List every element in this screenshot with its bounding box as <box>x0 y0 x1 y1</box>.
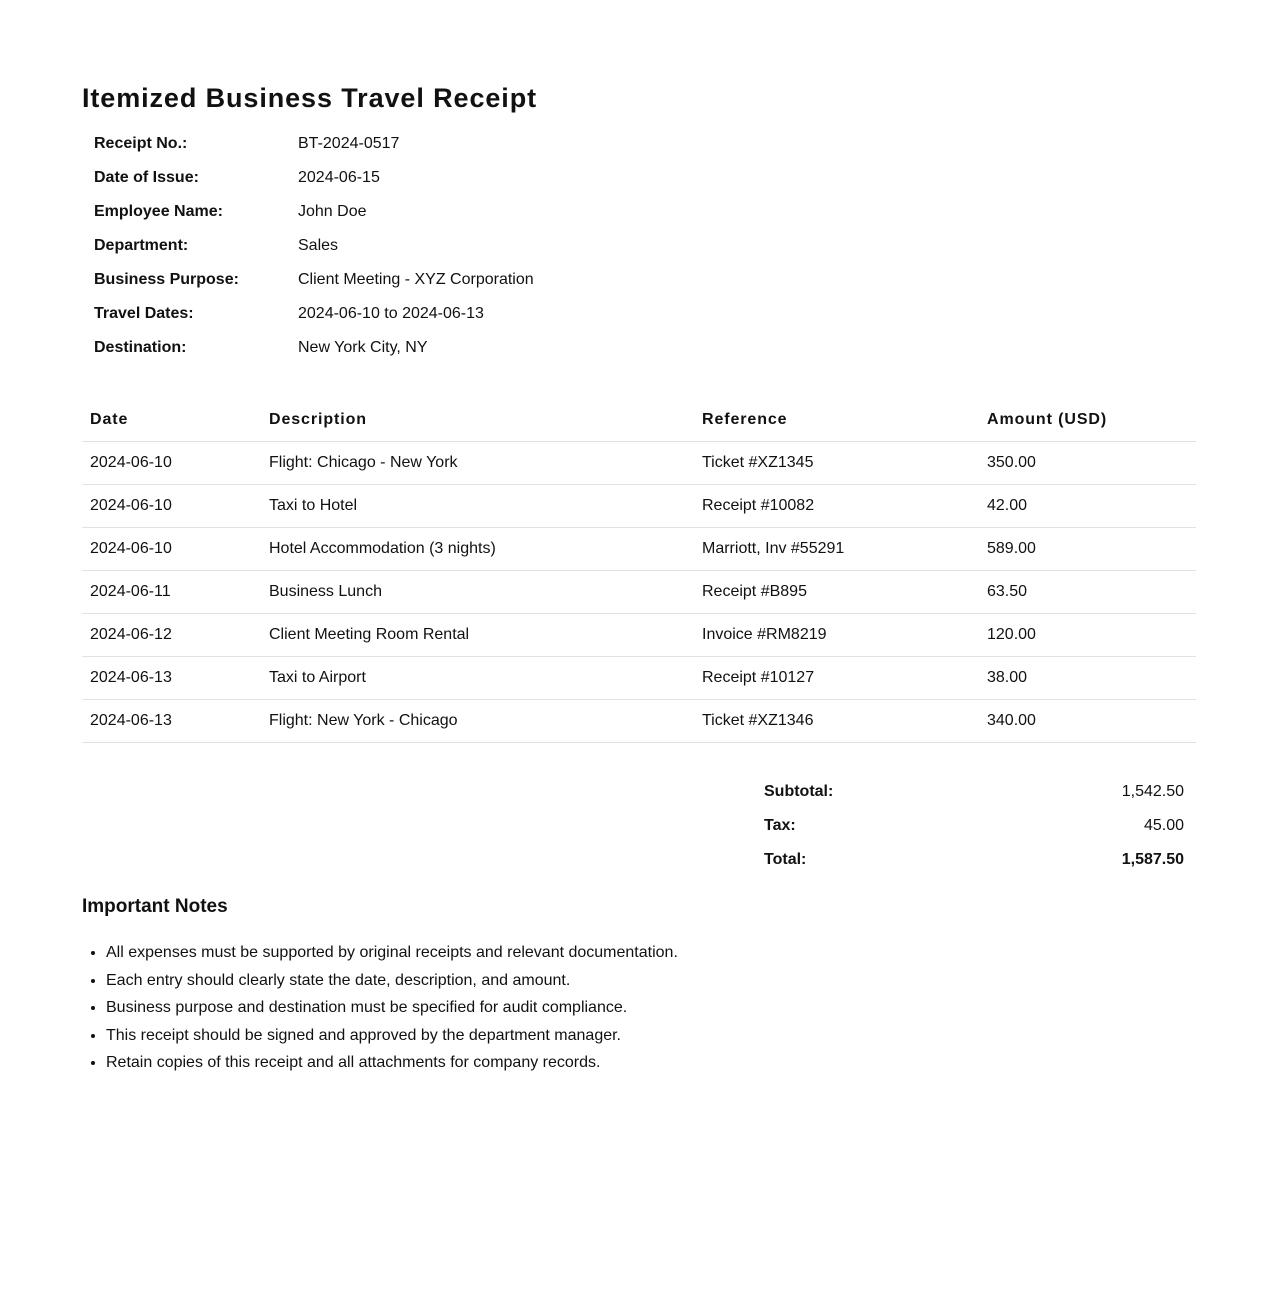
table-row <box>82 614 1196 657</box>
detail-label: Destination: <box>94 339 187 356</box>
tax-label: Tax: <box>764 817 796 834</box>
table-row <box>82 528 1196 571</box>
cell-amount: 350.00 <box>979 442 1196 485</box>
column-header-amount: Amount (USD) <box>979 399 1196 442</box>
detail-row-travel-dates <box>82 297 534 331</box>
detail-value: John Doe <box>298 203 367 220</box>
cell-amount: 38.00 <box>979 657 1196 700</box>
expense-table-header <box>82 399 1196 442</box>
cell-amount: 42.00 <box>979 485 1196 528</box>
total-value: 1,587.50 <box>1121 851 1184 868</box>
detail-row-business-purpose <box>82 263 534 297</box>
detail-label: Travel Dates: <box>94 305 194 322</box>
detail-label: Receipt No.: <box>94 135 188 152</box>
cell-date: 2024-06-10 <box>82 485 261 528</box>
cell-date: 2024-06-10 <box>82 442 261 485</box>
detail-value: BT-2024-0517 <box>298 135 400 152</box>
total-label: Total: <box>764 851 807 868</box>
note-item: • Retain copies of this receipt and all attachments for company records. <box>106 1049 1196 1077</box>
cell-description: Hotel Accommodation (3 nights) <box>261 528 694 571</box>
table-row <box>82 571 1196 614</box>
detail-label: Department: <box>94 237 189 254</box>
receipt-page <box>82 80 1196 1077</box>
notes-list <box>82 939 1196 1077</box>
subtotal-value: 1,542.50 <box>1121 783 1184 800</box>
cell-description: Taxi to Hotel <box>261 485 694 528</box>
detail-row-date-of-issue <box>82 161 534 195</box>
table-row <box>82 442 1196 485</box>
detail-row-department <box>82 229 534 263</box>
total-row <box>752 843 1196 877</box>
column-header-reference: Reference <box>694 399 979 442</box>
detail-value: 2024-06-10 to 2024-06-13 <box>298 305 484 322</box>
cell-reference: Receipt #B895 <box>694 571 979 614</box>
detail-value: New York City, NY <box>298 339 428 356</box>
receipt-title: Itemized Business Travel Receipt <box>82 83 537 113</box>
cell-reference: Receipt #10082 <box>694 485 979 528</box>
detail-label: Business Purpose: <box>94 271 239 288</box>
cell-description: Flight: New York - Chicago <box>261 700 694 743</box>
cell-description: Business Lunch <box>261 571 694 614</box>
note-item: • Each entry should clearly state the date, description, and amount. <box>106 967 1196 995</box>
detail-value: 2024-06-15 <box>298 169 380 186</box>
cell-reference: Invoice #RM8219 <box>694 614 979 657</box>
note-item: • This receipt should be signed and approved by the department manager. <box>106 1022 1196 1050</box>
detail-label: Date of Issue: <box>94 169 199 186</box>
note-item: • All expenses must be supported by original receipts and relevant documentation. <box>106 939 1196 967</box>
table-row <box>82 485 1196 528</box>
detail-row-employee-name <box>82 195 534 229</box>
note-item: • Business purpose and destination must be specified for audit compliance. <box>106 994 1196 1022</box>
tax-value: 45.00 <box>1143 817 1184 834</box>
cell-description: Taxi to Airport <box>261 657 694 700</box>
cell-description: Flight: Chicago - New York <box>261 442 694 485</box>
detail-row-destination <box>82 331 534 365</box>
cell-reference: Ticket #XZ1346 <box>694 700 979 743</box>
cell-date: 2024-06-12 <box>82 614 261 657</box>
cell-date: 2024-06-11 <box>82 571 261 614</box>
cell-date: 2024-06-13 <box>82 657 261 700</box>
notes-heading: Important Notes <box>82 896 228 917</box>
tax-row <box>752 809 1196 843</box>
detail-label: Employee Name: <box>94 203 223 220</box>
receipt-details <box>82 127 534 365</box>
subtotal-label: Subtotal: <box>764 783 834 800</box>
totals-summary <box>752 775 1196 877</box>
cell-amount: 589.00 <box>979 528 1196 571</box>
cell-amount: 63.50 <box>979 571 1196 614</box>
cell-reference: Marriott, Inv #55291 <box>694 528 979 571</box>
cell-reference: Receipt #10127 <box>694 657 979 700</box>
column-header-description: Description <box>261 399 694 442</box>
detail-value: Sales <box>298 237 339 254</box>
cell-amount: 340.00 <box>979 700 1196 743</box>
cell-description: Client Meeting Room Rental <box>261 614 694 657</box>
detail-row-receipt-no <box>82 127 534 161</box>
table-row <box>82 657 1196 700</box>
cell-date: 2024-06-10 <box>82 528 261 571</box>
cell-amount: 120.00 <box>979 614 1196 657</box>
column-header-date: Date <box>82 399 261 442</box>
expense-table <box>82 399 1196 743</box>
detail-value: Client Meeting - XYZ Corporation <box>298 271 534 288</box>
subtotal-row <box>752 775 1196 809</box>
table-row <box>82 700 1196 743</box>
cell-reference: Ticket #XZ1345 <box>694 442 979 485</box>
cell-date: 2024-06-13 <box>82 700 261 743</box>
